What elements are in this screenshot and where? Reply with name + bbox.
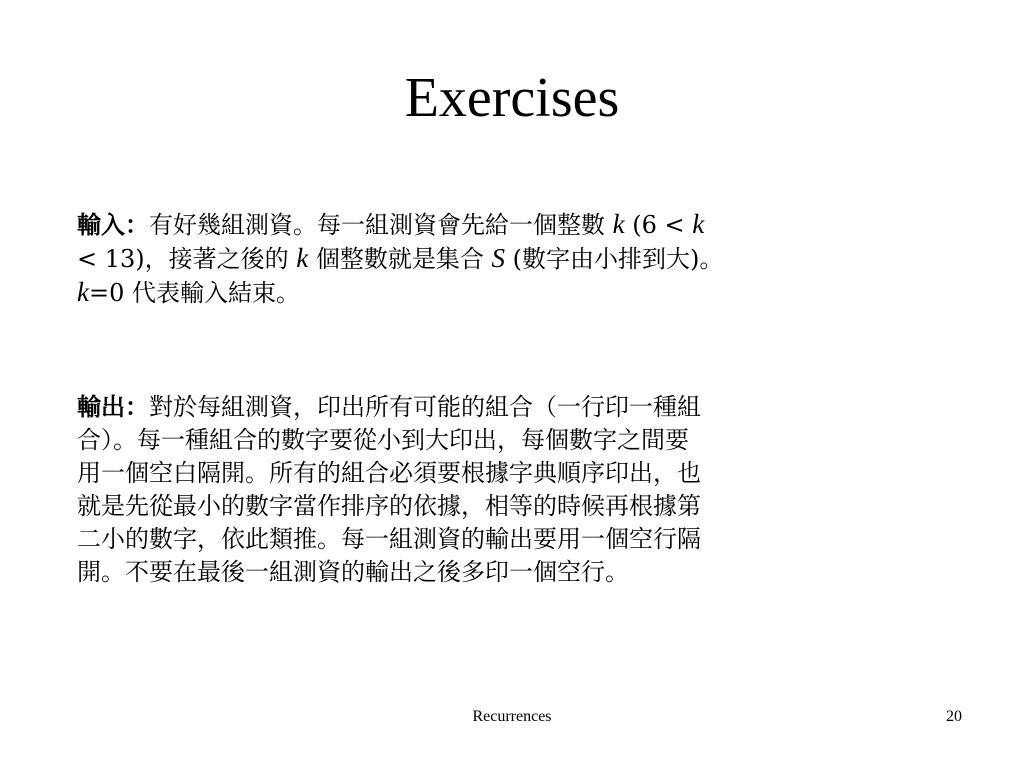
input-description — [77, 208, 977, 310]
input-line-1-text: 有好幾組測資。每一組測資會先給一個整數 — [149, 211, 613, 239]
input-line-2 — [77, 242, 977, 276]
input-line-1-mid: (6 < — [624, 211, 693, 239]
input-line-1 — [77, 208, 977, 242]
input-line-3 — [77, 276, 977, 310]
footer-title: Recurrences — [472, 708, 552, 725]
input-line-3-text: =0 代表輸入結束。 — [88, 279, 300, 307]
input-line-2-end: (數字由小排到大)。 — [505, 245, 724, 273]
variable-k: k — [296, 243, 309, 273]
output-description — [77, 390, 977, 589]
input-line-2-text: < 13)，接著之後的 — [77, 245, 297, 273]
output-line-4: 就是先從最小的數字當作排序的依據，相等的時候再根據第 — [77, 492, 701, 520]
output-label: 輸出： — [77, 392, 149, 421]
page-number: 20 — [946, 708, 962, 725]
output-line-2: 合）。每一種組合的數字要從小到大印出，每個數字之間要 — [77, 426, 689, 454]
input-label: 輸入： — [77, 210, 149, 239]
output-line-1 — [77, 390, 977, 424]
output-line-1-text: 對於每組測資，印出所有可能的組合（一行印一種組 — [149, 393, 701, 421]
variable-k: k — [77, 277, 89, 307]
variable-k: k — [692, 209, 705, 239]
input-line-2-mid: 個整數就是集合 — [308, 245, 492, 273]
variable-s: S — [491, 243, 506, 273]
output-line-3: 用一個空白隔開。所有的組合必須要根據字典順序印出，也 — [77, 459, 701, 487]
output-line-6: 開。不要在最後一組測資的輸出之後多印一個空行。 — [77, 558, 629, 586]
variable-k: k — [612, 209, 625, 239]
slide-title: Exercises — [404, 67, 620, 129]
output-line-5: 二小的數字，依此類推。每一組測資的輸出要用一個空行隔 — [77, 525, 701, 553]
